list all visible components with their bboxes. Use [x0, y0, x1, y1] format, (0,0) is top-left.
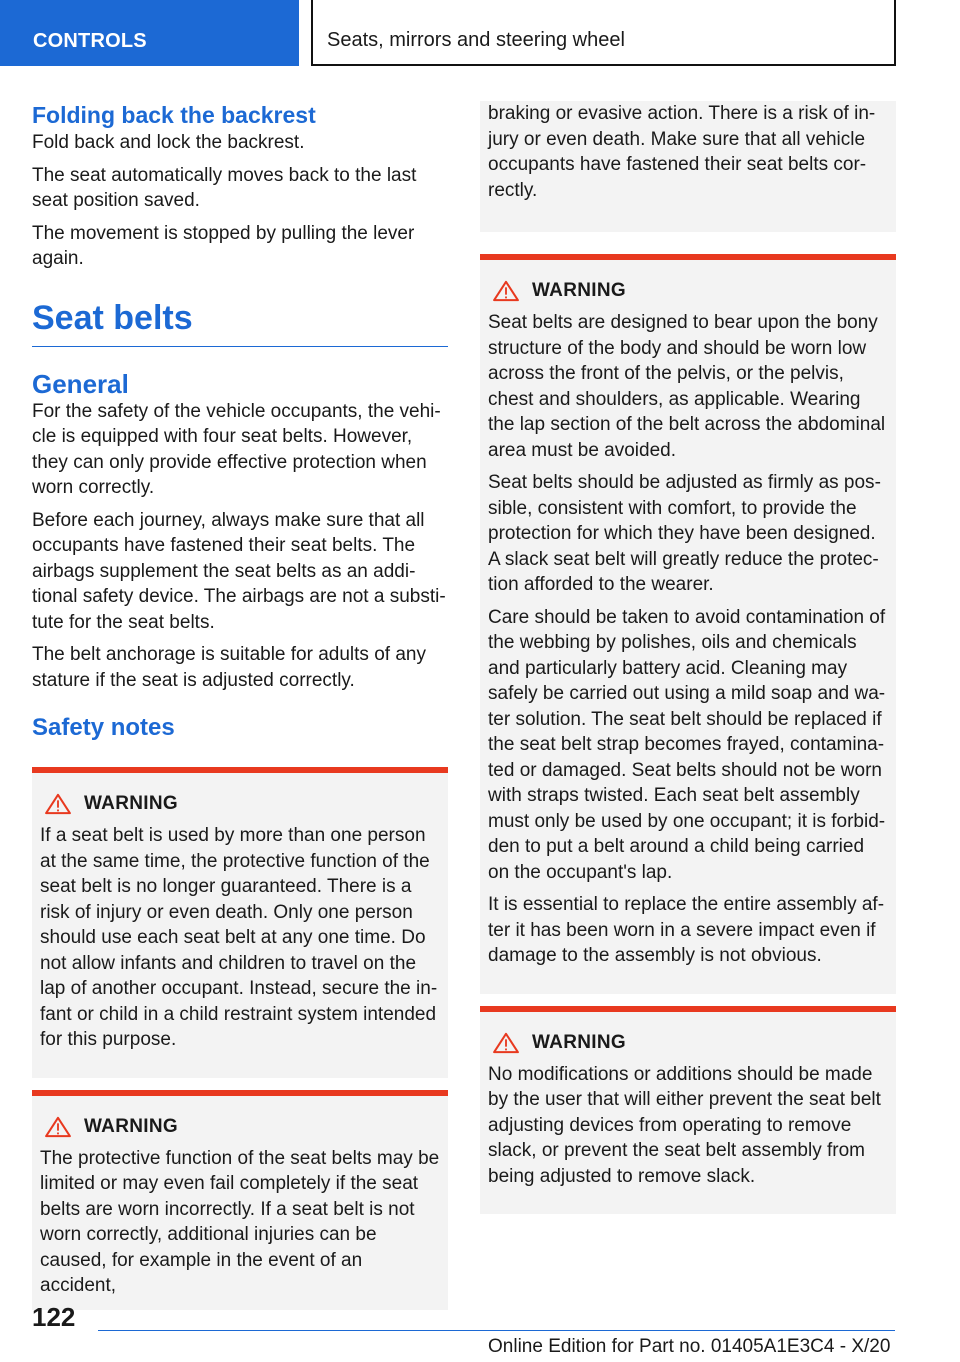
warning-text: No modifications or additions should be made by the user that will either prevent the seat belt adjusting devices from operating to remove slack, or prevent the seat belt assembly from being adjusted to remove slack.	[488, 1063, 881, 1187]
warning-triangle-icon	[491, 280, 521, 302]
warning-continued-text: braking or evasive action. There is a risk of injury or even death. Make sure that all vehicle occupants have fastened their seat belts correctly.	[488, 103, 876, 201]
warning-header	[488, 280, 888, 302]
warning-label: WARNING	[84, 1115, 178, 1137]
general-heading: General	[32, 368, 129, 399]
warning-header	[40, 793, 440, 815]
general-paragraph-3: The belt anchorage is suitable for adults of any stature if the seat is adjusted correctly.	[32, 644, 426, 691]
left-column	[32, 100, 448, 1310]
folding-heading: Folding back the backrest	[32, 102, 316, 128]
general-paragraph-1: For the safety of the vehicle occupants, the vehicle is equipped with four seat belts. However, they can only provide effective protection when worn correctly.	[32, 400, 441, 498]
header-section-tab	[0, 0, 299, 66]
warning-paragraph-3: Care should be taken to avoid contamination of the webbing by polishes, oils and chemicals and particularly battery acid. Cleaning may safely be carried out using a mild soap and water solution. The seat belt should be replaced if the seat belt strap becomes frayed, contaminated or damaged. Seat belts should not be worn with straps twisted. Each seat belt assembly must only be used by one occupant; it is forbidden to put a belt around a child being carried on the occupant's lap.	[488, 606, 886, 883]
header-title-box	[311, 0, 896, 66]
warning-box-1	[32, 767, 448, 1078]
footer-divider	[98, 1330, 895, 1331]
warning-paragraph-4: It is essential to replace the entire assembly after it has been worn in a severe impact even if damage to the assembly is not obvious.	[488, 894, 885, 966]
general-paragraph-2: Before each journey, always make sure that all occupants have fastened their seat belts. The airbags supplement the seat belts as an additional safety device. The airbags are not a substitute for the seat belts.	[32, 509, 446, 633]
safety-notes-heading: Safety notes	[32, 714, 175, 741]
warning-text: The protective function of the seat belts may be limited or may even fail completely if the seat belts are worn incorrectly. If a seat belt is not worn correctly, additional injuries can be caused, for example in the event of an accident,	[40, 1147, 440, 1296]
warning-box-4	[480, 1006, 896, 1215]
right-column	[480, 101, 896, 1226]
warning-paragraph-2: Seat belts should be adjusted as firmly as possible, consistent with comfort, to provide the protection for which they have been designed. A slack seat belt will greatly reduce the protection afforded to the wearer.	[488, 472, 881, 595]
seat-belts-heading: Seat belts	[32, 298, 448, 347]
warning-triangle-icon	[43, 1116, 73, 1138]
warning-box-2	[32, 1090, 448, 1310]
warning-text: If a seat belt is used by more than one person at the same time, the protective function of the seat belt is no longer guaranteed. There is a risk of injury or even death. Only one person should use each seat belt at any one time. Do not allow infants and children to travel on the lap of another occupant. Instead, secure the infant or child in a child restraint system intended for this purpose.	[40, 825, 438, 1050]
page-number: 122	[32, 1302, 76, 1332]
warning-triangle-icon	[491, 1032, 521, 1054]
warning-box-3	[480, 254, 896, 994]
warning-header	[488, 1032, 888, 1054]
warning-label: WARNING	[532, 1031, 626, 1053]
folding-paragraph-1: Fold back and lock the backrest.	[32, 132, 305, 153]
warning-triangle-icon	[43, 793, 73, 815]
warning-paragraph-1: Seat belts are designed to bear upon the bony structure of the body and should be worn low across the front of the pelvis, or the pelvis, chest and shoulders, as applicable. Wearing the lap section of the belt across the abdominal area must be avoided.	[488, 312, 886, 461]
warning-label: WARNING	[532, 280, 626, 301]
header-section-label: CONTROLS	[33, 30, 147, 52]
warning-header	[40, 1116, 440, 1138]
warning-continued-box	[480, 101, 896, 232]
folding-paragraph-3: The movement is stopped by pulling the lever again.	[32, 222, 415, 269]
footer-edition-text: Online Edition for Part no. 01405A1E3C4 - X/20	[488, 1336, 891, 1357]
warning-label: WARNING	[84, 793, 178, 814]
header-title: Seats, mirrors and steering wheel	[327, 29, 625, 51]
folding-paragraph-2: The seat automatically moves back to the last seat position saved.	[32, 164, 417, 211]
